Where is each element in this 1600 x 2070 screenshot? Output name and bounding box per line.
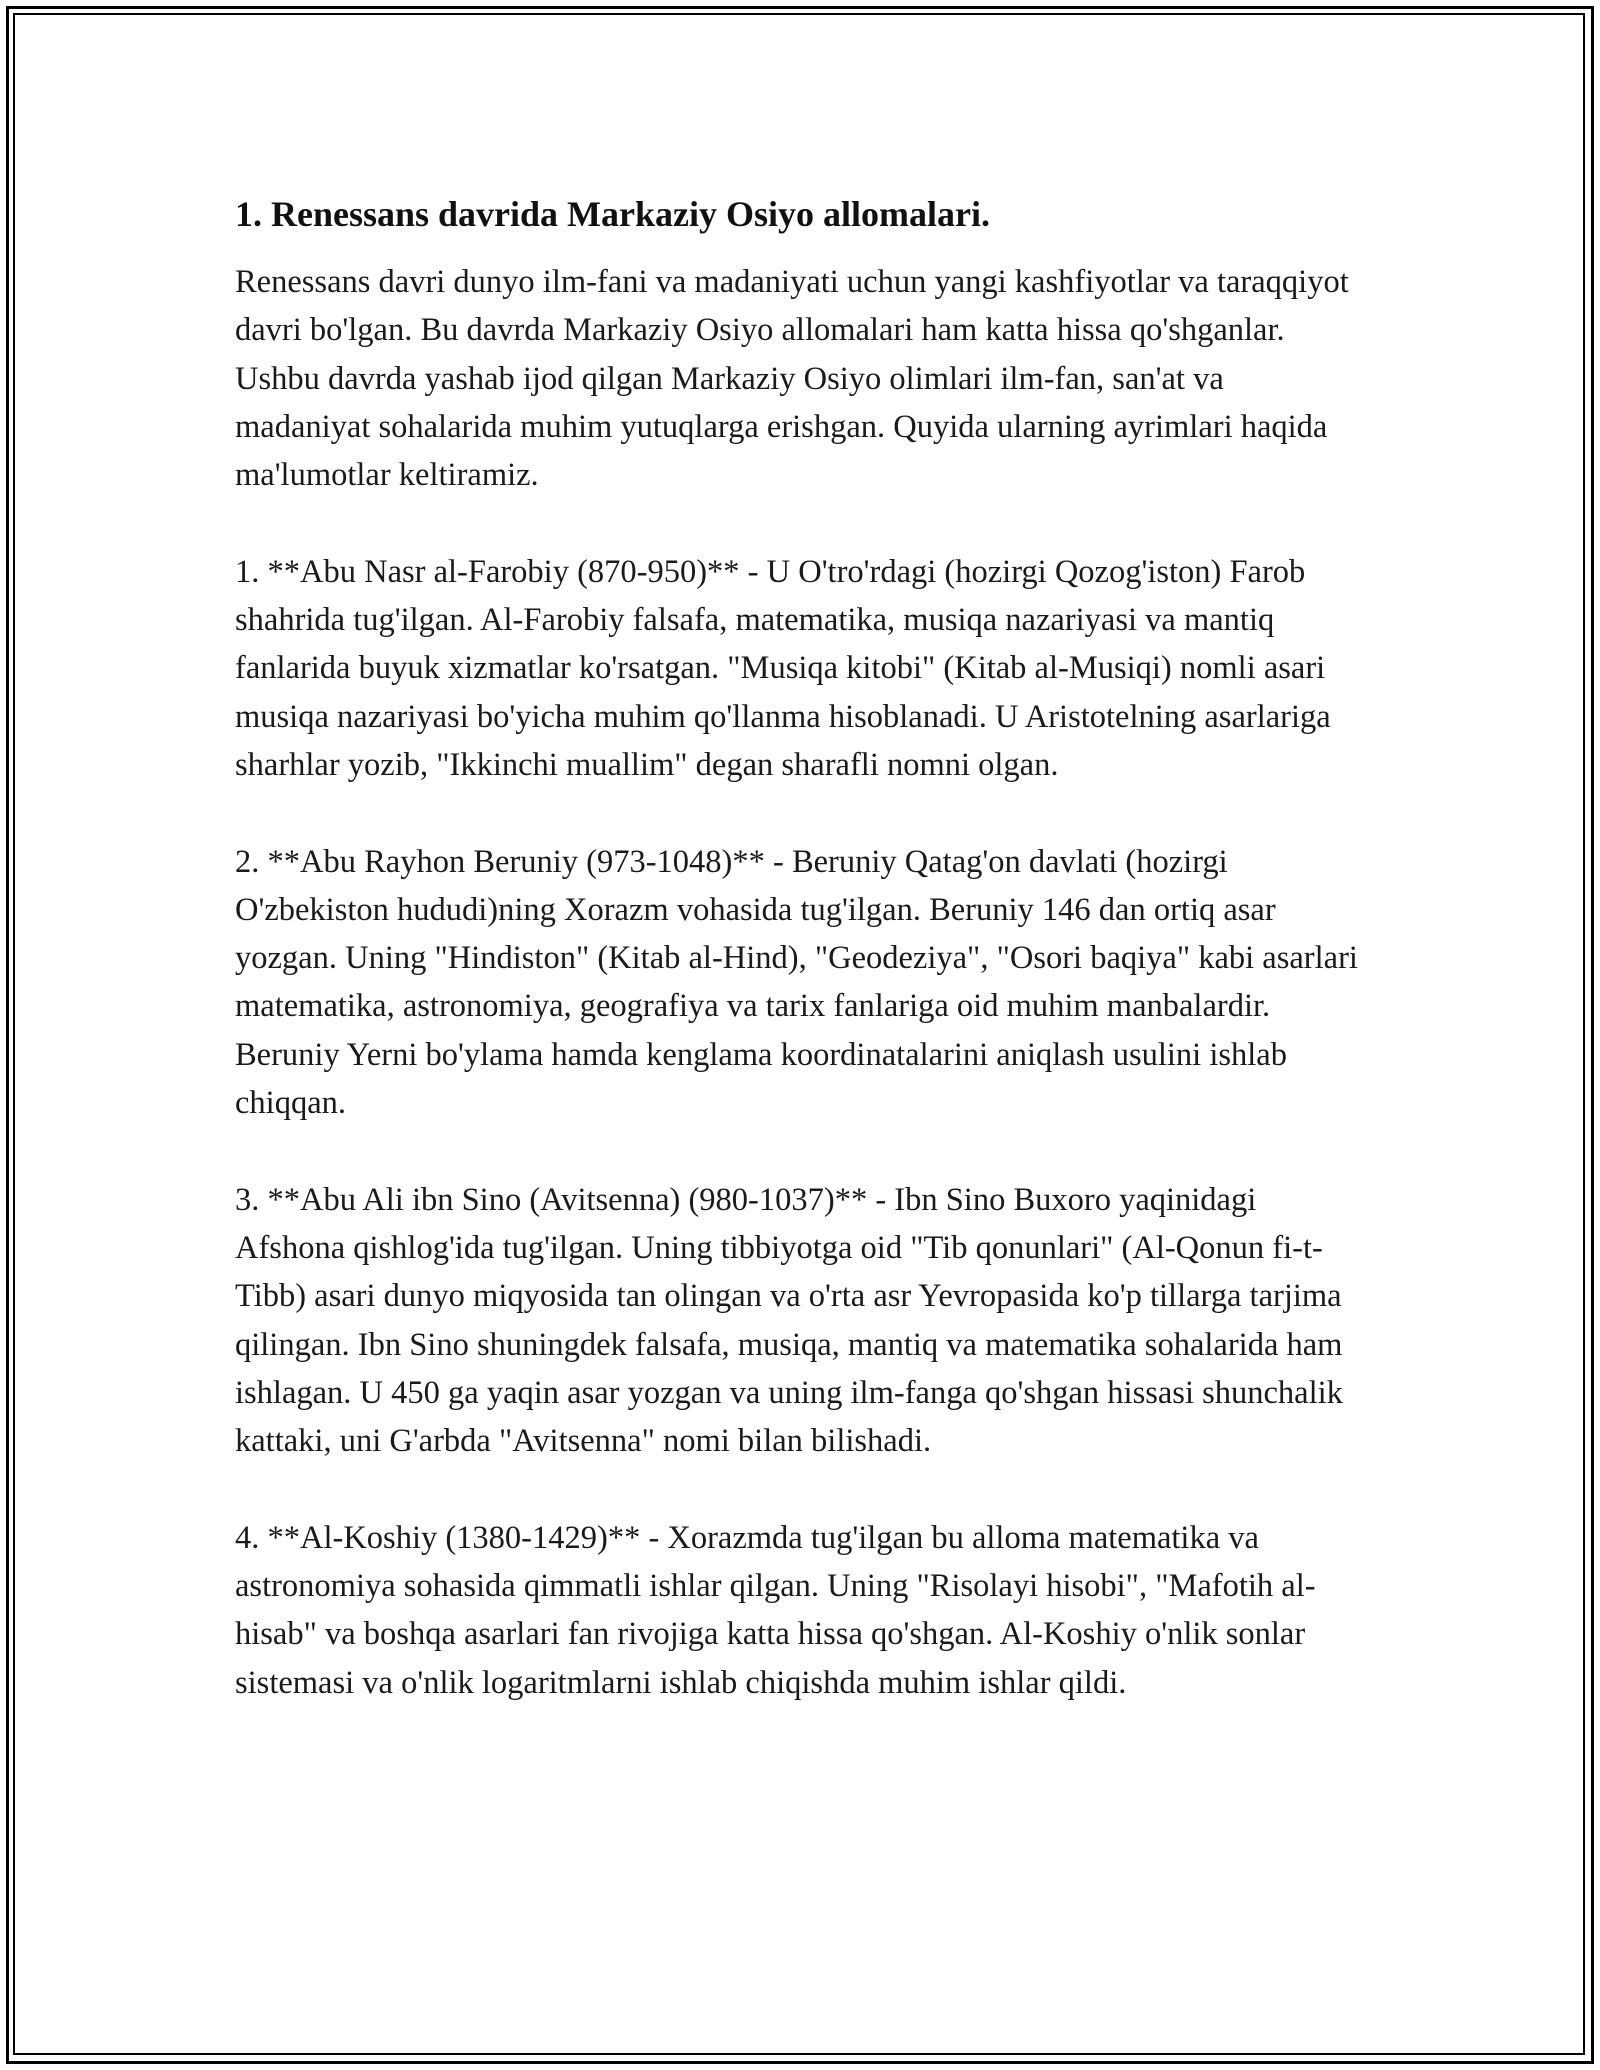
al-koshiy-paragraph: 4. **Al-Koshiy (1380-1429)** - Xorazmda tug'ilgan bu alloma matematika va astronomiya sohasida qimmatli ishlar qilgan. Uning "Risolayi hisobi", "Mafotih al-hisab" va boshqa asarlari fan rivojiga katta hissa qo'shgan. Al-Koshiy o'nlik sonlar sistemasi va o'nlik logaritmlarni ishlab chiqishda muhim ishlar qildi. (235, 1519, 1316, 1701)
farobiy-paragraph: 1. **Abu Nasr al-Farobiy (870-950)** - U O'tro'rdagi (hozirgi Qozog'iston) Farob shahrida tug'ilgan. Al-Farobiy falsafa, matematika, musiqa nazariyasi va mantiq fanlarida buyuk xizmatlar ko'rsatgan. "Musiqa kitobi" (Kitab al-Musiqi) nomli asari musiqa nazariyasi bo'yicha muhim qo'llanma hisoblanadi. U Aristotelning asarlariga sharhlar yozib, "Ikkinchi muallim" degan sharafli nomni olgan. (235, 553, 1331, 783)
intro-paragraph: Renessans davri dunyo ilm-fani va madaniyati uchun yangi kashfiyotlar va taraqqiyot davri bo'lgan. Bu davrda Markaziy Osiyo allomalari ham katta hissa qo'shganlar. Ushbu davrda yashab ijod qilgan Markaziy Osiyo olimlari ilm-fan, san'at va madaniyat sohalarida muhim yutuqlarga erishgan. Quyida ularning ayrimlari haqida ma'lumotlar keltiramiz. (235, 264, 1349, 494)
document-title: 1. Renessans davrida Markaziy Osiyo allomalari. (235, 194, 990, 234)
beruniy-paragraph: 2. **Abu Rayhon Beruniy (973-1048)** - Beruniy Qatag'on davlati (hozirgi O'zbekiston hududi)ning Xorazm vohasida tug'ilgan. Beruniy 146 dan ortiq asar yozgan. Uning "Hindiston" (Kitab al-Hind), "Geodeziya", "Osori baqiya" kabi asarlari matematika, astronomiya, geografiya va tarix fanlariga oid muhim manbalardir. Beruniy Yerni bo'ylama hamda kenglama koordinatalarini aniqlash usulini ishlab chiqqan. (235, 843, 1358, 1122)
ibn-sino-paragraph: 3. **Abu Ali ibn Sino (Avitsenna) (980-1037)** - Ibn Sino Buxoro yaqinidagi Afshona qishlog'ida tug'ilgan. Uning tibbiyotga oid "Tib qonunlari" (Al-Qonun fi-t-Tibb) asari dunyo miqyosida tan olingan va o'rta asr Yevropasida ko'p tillarga tarjima qilingan. Ibn Sino shuningdek falsafa, musiqa, mantiq va matematika sohalarida ham ishlagan. U 450 ga yaqin asar yozgan va uning ilm-fanga qo'shgan hissasi shunchalik kattaki, uni G'arbda "Avitsenna" nomi bilan bilishadi. (235, 1181, 1343, 1460)
document-body (235, 190, 1365, 1755)
